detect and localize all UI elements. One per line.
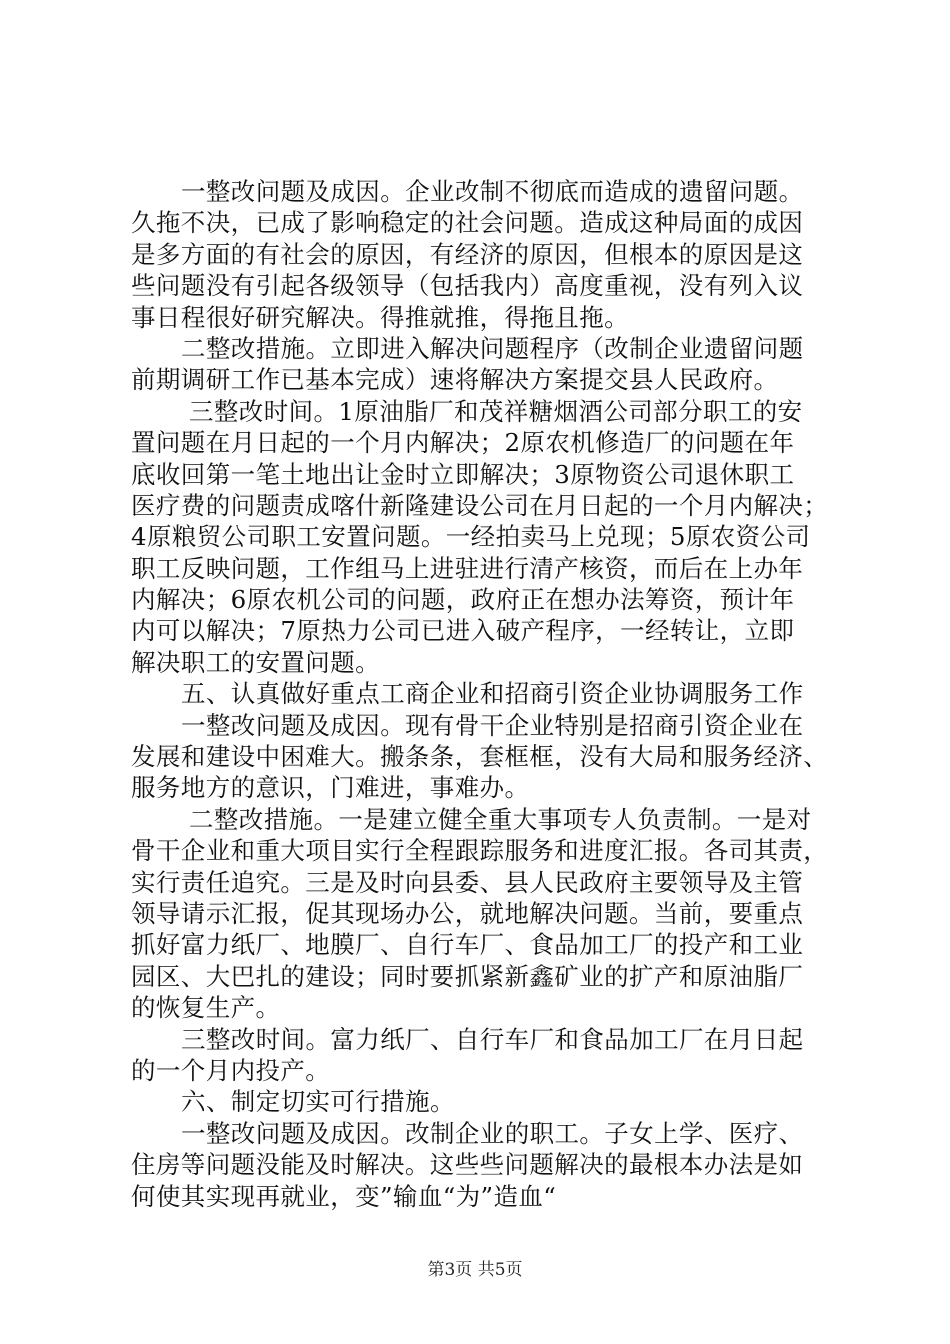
paragraph-line: 底收回第一笔土地出让金时立即解决；3原物资公司退休职工 — [131, 459, 795, 489]
paragraph-line: 解决职工的安置问题。 — [131, 647, 380, 677]
paragraph-line: 些问题没有引起各级领导（包括我内）高度重视，没有列入议 — [131, 271, 804, 301]
paragraph-line: 领导请示汇报，促其现场办公，就地解决问题。当前，要重点 — [131, 898, 804, 928]
paragraph-line: 抓好富力纸厂、地膜厂、自行车厂、食品加工厂的投产和工业 — [131, 930, 804, 960]
paragraph-line: 住房等问题没能及时解决。这些些问题解决的最根本办法是如 — [131, 1150, 804, 1180]
paragraph-line: 4原粮贸公司职工安置问题。一经拍卖马上兑现；5原农资公司 — [131, 522, 811, 552]
paragraph-line: 何使其实现再就业，变”输血“为”造血“ — [131, 1181, 557, 1211]
paragraph-line: 事日程很好研究解决。得推就推，得拖且拖。 — [131, 302, 629, 332]
paragraph-line: 骨干企业和重大项目实行全程跟踪服务和进度汇报。各司其责， — [131, 836, 829, 866]
paragraph-line: 三整改时间。1原油脂厂和茂祥糖烟酒公司部分职工的安 — [189, 396, 803, 426]
paragraph-line: 一整改问题及成因。改制企业的职工。子女上学、医疗、 — [181, 1118, 804, 1148]
paragraph-line: 园区、大巴扎的建设；同时要抓紧新鑫矿业的扩产和原油脂厂 — [131, 961, 804, 991]
paragraph-line: 的一个月内投产。 — [131, 1055, 331, 1085]
paragraph-line: 一整改问题及成因。现有骨干企业特别是招商引资企业在 — [181, 710, 804, 740]
paragraph-line: 服务地方的意识，门难进，事难办。 — [131, 773, 530, 803]
paragraph-line: 是多方面的有社会的原因，有经济的原因，但根本的原因是这 — [131, 239, 804, 269]
document-body — [131, 176, 831, 1212]
section-heading: 五、认真做好重点工商企业和招商引资企业协调服务工作 — [181, 679, 804, 709]
paragraph-line: 久拖不决，已成了影响稳定的社会问题。造成这种局面的成因 — [131, 208, 804, 238]
paragraph-line: 二整改措施。立即进入解决问题程序（改制企业遗留问题 — [181, 333, 804, 363]
paragraph-line: 置问题在月日起的一个月内解决；2原农机修造厂的问题在年 — [131, 428, 795, 458]
paragraph-line: 三整改时间。富力纸厂、自行车厂和食品加工厂在月日起 — [181, 1024, 804, 1054]
paragraph-line: 二整改措施。一是建立健全重大事项专人负责制。一是对 — [189, 804, 812, 834]
paragraph-line: 的恢复生产。 — [131, 993, 281, 1023]
section-heading: 六、制定切实可行措施。 — [181, 1087, 455, 1117]
paragraph-line: 前期调研工作已基本完成）速将解决方案提交县人民政府。 — [131, 365, 779, 395]
paragraph-line: 内解决；6原农机公司的问题，政府正在想办法筹资，预计年 — [131, 585, 795, 615]
paragraph-line: 一整改问题及成因。企业改制不彻底而造成的遗留问题。 — [181, 177, 804, 206]
paragraph-line: 职工反映问题，工作组马上进驻进行清产核资，而后在上办年 — [131, 553, 804, 583]
paragraph-line: 实行责任追究。三是及时向县委、县人民政府主要领导及主管 — [131, 867, 804, 897]
page-number-footer: 第3页 共5页 — [427, 1260, 523, 1280]
paragraph-line: 医疗费的问题责成喀什新隆建设公司在月日起的一个月内解决； — [131, 490, 829, 520]
paragraph-line: 发展和建设中困难大。搬条条，套框框，没有大局和服务经济、 — [131, 742, 829, 772]
paragraph-line: 内可以解决；7原热力公司已进入破产程序，一经转让，立即 — [131, 616, 795, 646]
